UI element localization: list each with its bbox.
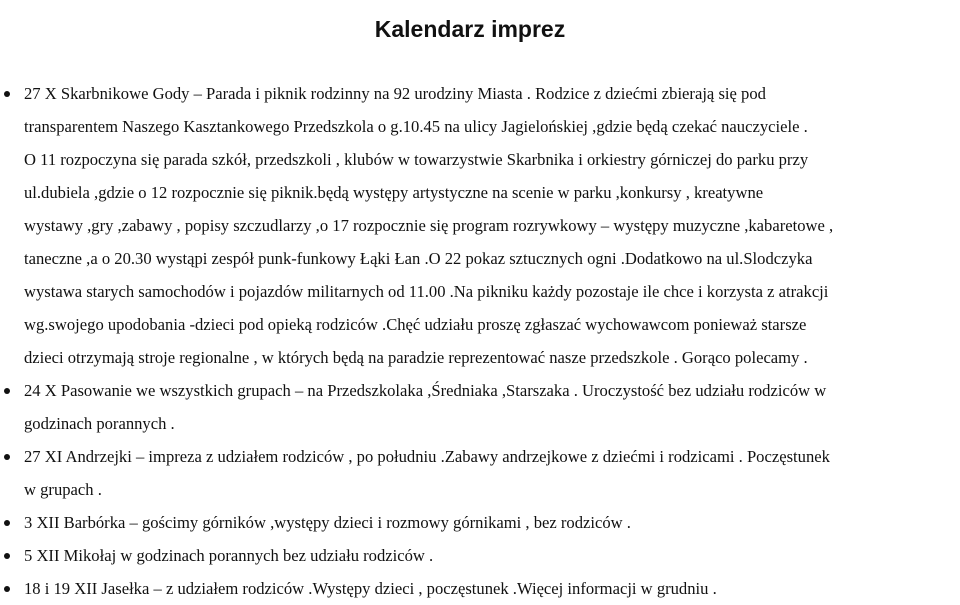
- event-text: 18 i 19 XII Jasełka – z udziałem rodziców .Występy dzieci , poczęstunek .Więcej informacji w grudniu .: [24, 579, 717, 598]
- event-item-pasowanie: [24, 374, 956, 440]
- bullet-icon: [4, 553, 10, 559]
- event-text: 24 X Pasowanie we wszystkich grupach – na Przedszkolaka ,Średniaka ,Starszaka . Uroczystość bez udziału rodziców w godzinach porannych .: [24, 381, 827, 433]
- bullet-icon: [4, 454, 10, 460]
- event-item-andrzejki: [24, 440, 956, 506]
- page-title: Kalendarz imprez: [374, 16, 566, 43]
- event-text: 27 X Skarbnikowe Gody – Parada i piknik rodzinny na 92 urodziny Miasta . Rodzice z dziećmi zbierają się pod transparentem Naszego Kasztankowego Przedszkola o g.10.45 na ulicy Jagielońskiej ,gdzie będą czekać nauczyciele . O 11 rozpoczyna się parada szkół, przedszkoli , klubów w towarzystwie Skarbnika i orkiestry górniczej do parku przy ul.dubiela ,gdzie o 12 rozpocznie się piknik.będą występy artystyczne na scenie w parku ,konkursy , kreatywne wystawy ,gry ,zabawy , popisy szczudlarzy ,o 17 rozpocznie się program rozrywkowy – występy muzyczne ,kabaretowe , taneczne ,a o 20.30 wystąpi zespół punk-funkowy Łąki Łan .O 22 pokaz sztucznych ogni .Dodatkowo na ul.Slodczyka wystawa starych samochodów i pojazdów militarnych od 11.00 .Na pikniku każdy pozostaje ile chce i korzysta z atrakcji wg.swojego upodobania -dzieci pod opieką rodziców .Chęć udziału proszę zgłaszać wychowawcom ponieważ starsze dzieci otrzymają stroje regionalne , w których będą na paradzie reprezentować nasze przedszkole . Gorąco polecamy .: [24, 84, 834, 367]
- event-text: 27 XI Andrzejki – impreza z udziałem rodziców , po południu .Zabawy andrzejkowe z dziećmi i rodzicami . Poczęstunek w grupach .: [24, 447, 830, 499]
- bullet-icon: [4, 520, 10, 526]
- bullet-icon: [4, 388, 10, 394]
- event-item-mikolaj: [24, 539, 956, 572]
- event-list: [24, 77, 956, 605]
- bullet-icon: [4, 91, 10, 97]
- event-item-barborka: [24, 506, 956, 539]
- bullet-icon: [4, 586, 10, 592]
- event-text: 3 XII Barbórka – gościmy górników ,występy dzieci i rozmowy górnikami , bez rodziców .: [24, 513, 631, 532]
- event-item-skarbnikowe-gody: [24, 77, 956, 374]
- event-item-jaselka: [24, 572, 956, 605]
- event-text: 5 XII Mikołaj w godzinach porannych bez udziału rodziców .: [24, 546, 434, 565]
